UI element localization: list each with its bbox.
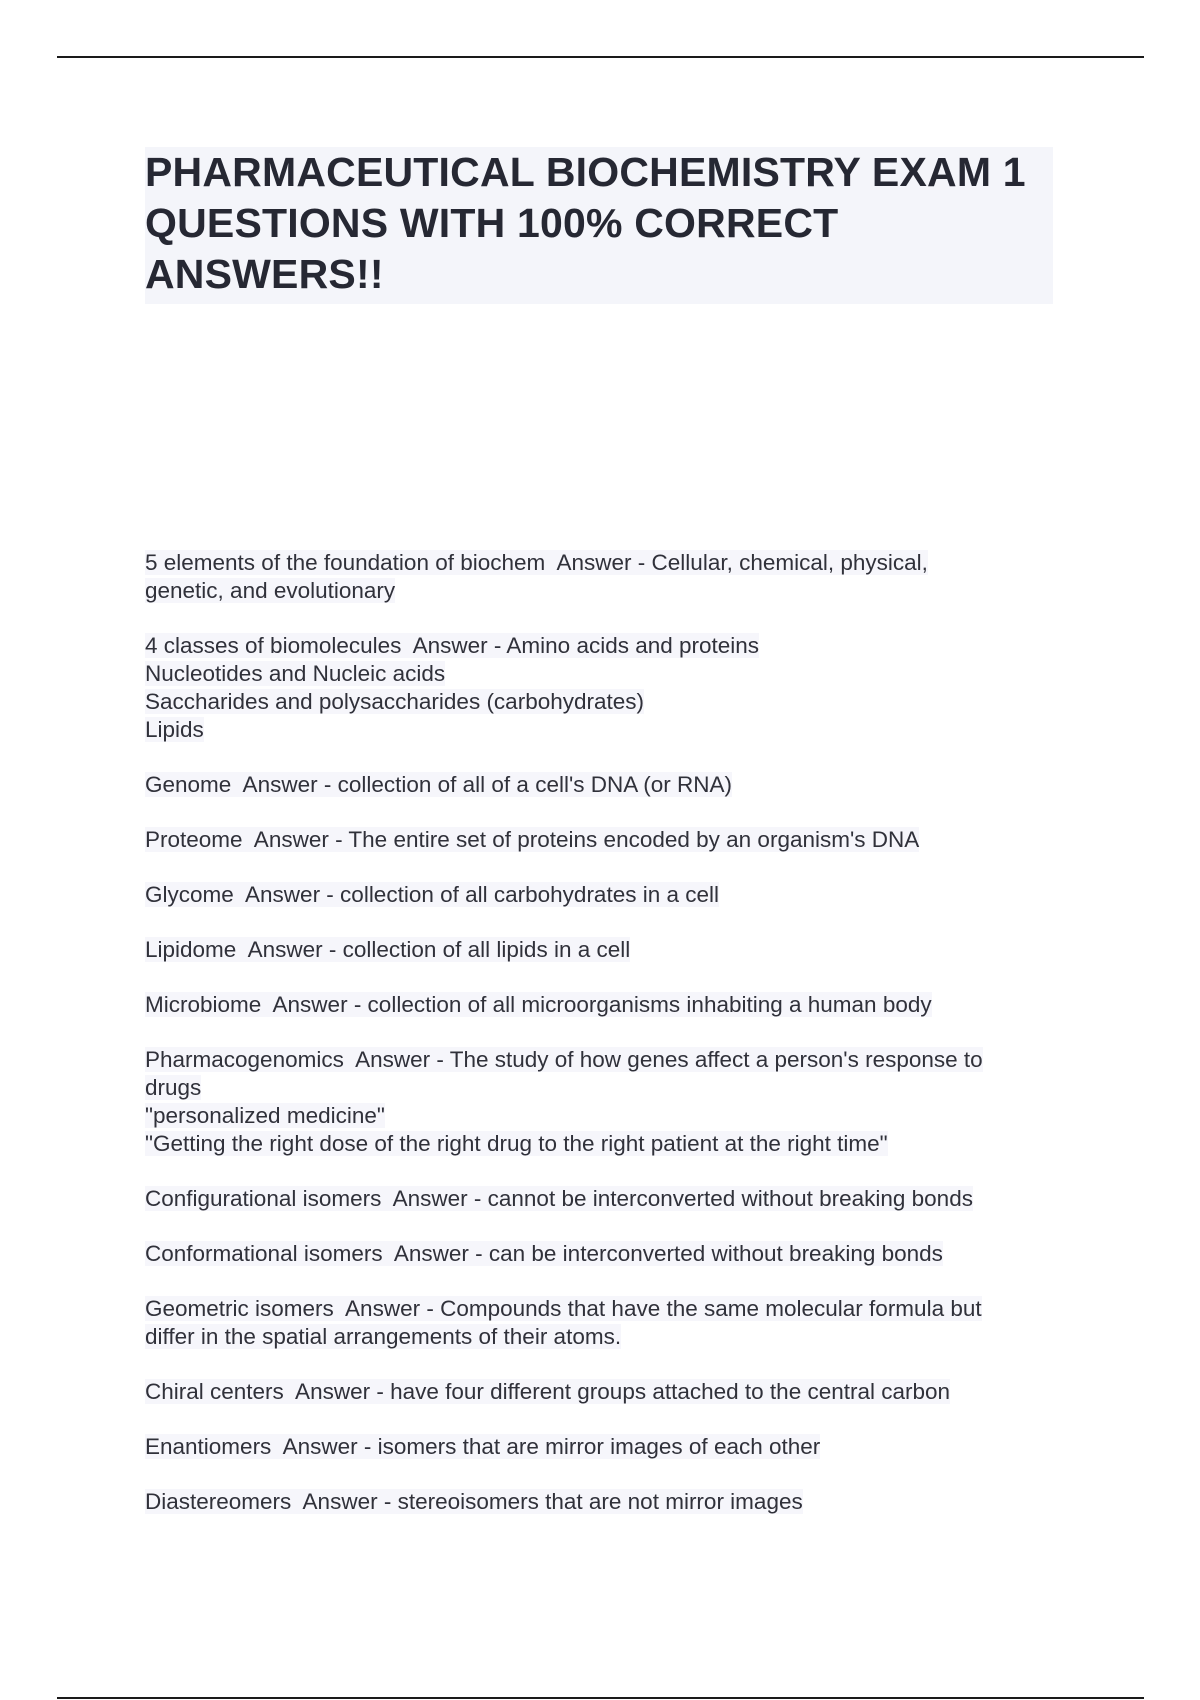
qa-line-text: Genome Answer - collection of all of a cell's DNA (or RNA)	[145, 772, 733, 797]
qa-line	[145, 1074, 1065, 1102]
qa-item	[145, 632, 1065, 744]
qa-item	[145, 1240, 1065, 1268]
qa-item	[145, 881, 1065, 909]
qa-line	[145, 1130, 1065, 1158]
qa-line-text: "Getting the right dose of the right drug to the right patient at the right time"	[145, 1131, 888, 1156]
qa-line-text: Configurational isomers Answer - cannot be interconverted without breaking bonds	[145, 1186, 973, 1211]
top-divider	[57, 56, 1144, 58]
qa-line	[145, 1488, 1065, 1516]
qa-list	[145, 549, 1065, 1543]
qa-line	[145, 688, 1065, 716]
qa-item	[145, 1185, 1065, 1213]
qa-item	[145, 936, 1065, 964]
document-title: PHARMACEUTICAL BIOCHEMISTRY EXAM 1 QUESTIONS WITH 100% CORRECT ANSWERS!!	[145, 149, 1026, 297]
qa-line	[145, 881, 1065, 909]
qa-line	[145, 1185, 1065, 1213]
qa-line	[145, 1378, 1065, 1406]
qa-line-text: Lipids	[145, 717, 204, 742]
qa-line	[145, 991, 1065, 1019]
qa-line	[145, 1433, 1065, 1461]
bottom-divider	[57, 1697, 1144, 1699]
qa-item	[145, 1046, 1065, 1158]
qa-item	[145, 1295, 1065, 1351]
qa-line-text: Saccharides and polysaccharides (carbohydrates)	[145, 689, 645, 714]
qa-line	[145, 1240, 1065, 1268]
qa-line-text: Microbiome Answer - collection of all microorganisms inhabiting a human body	[145, 992, 932, 1017]
qa-item	[145, 1488, 1065, 1516]
qa-line	[145, 771, 1065, 799]
qa-line-text: Pharmacogenomics Answer - The study of how genes affect a person's response to	[145, 1047, 983, 1072]
qa-line	[145, 716, 1065, 744]
qa-line	[145, 1295, 1065, 1323]
qa-item	[145, 991, 1065, 1019]
qa-line-text: Geometric isomers Answer - Compounds that have the same molecular formula but	[145, 1296, 982, 1321]
qa-line	[145, 1102, 1065, 1130]
qa-line	[145, 1323, 1065, 1351]
qa-item	[145, 826, 1065, 854]
qa-line-text: genetic, and evolutionary	[145, 578, 396, 603]
qa-line	[145, 577, 1065, 605]
qa-line	[145, 936, 1065, 964]
qa-item	[145, 549, 1065, 605]
qa-line-text: Glycome Answer - collection of all carbohydrates in a cell	[145, 882, 720, 907]
qa-line-text: 5 elements of the foundation of biochem Answer - Cellular, chemical, physical,	[145, 550, 928, 575]
qa-line-text: drugs	[145, 1075, 202, 1100]
qa-line-text: Enantiomers Answer - isomers that are mirror images of each other	[145, 1434, 821, 1459]
qa-line-text: differ in the spatial arrangements of their atoms.	[145, 1324, 622, 1349]
title-block	[145, 147, 1053, 304]
qa-line-text: Lipidome Answer - collection of all lipids in a cell	[145, 937, 631, 962]
qa-line	[145, 549, 1065, 577]
qa-line	[145, 632, 1065, 660]
qa-item	[145, 1433, 1065, 1461]
qa-line-text: Diastereomers Answer - stereoisomers that are not mirror images	[145, 1489, 803, 1514]
qa-line-text: Chiral centers Answer - have four different groups attached to the central carbon	[145, 1379, 951, 1404]
qa-line	[145, 826, 1065, 854]
qa-line-text: Conformational isomers Answer - can be interconverted without breaking bonds	[145, 1241, 943, 1266]
qa-line-text: Proteome Answer - The entire set of proteins encoded by an organism's DNA	[145, 827, 920, 852]
qa-line-text: "personalized medicine"	[145, 1103, 385, 1128]
qa-item	[145, 771, 1065, 799]
qa-line-text: Nucleotides and Nucleic acids	[145, 661, 446, 686]
qa-line	[145, 660, 1065, 688]
qa-item	[145, 1378, 1065, 1406]
qa-line	[145, 1046, 1065, 1074]
qa-line-text: 4 classes of biomolecules Answer - Amino acids and proteins	[145, 633, 760, 658]
